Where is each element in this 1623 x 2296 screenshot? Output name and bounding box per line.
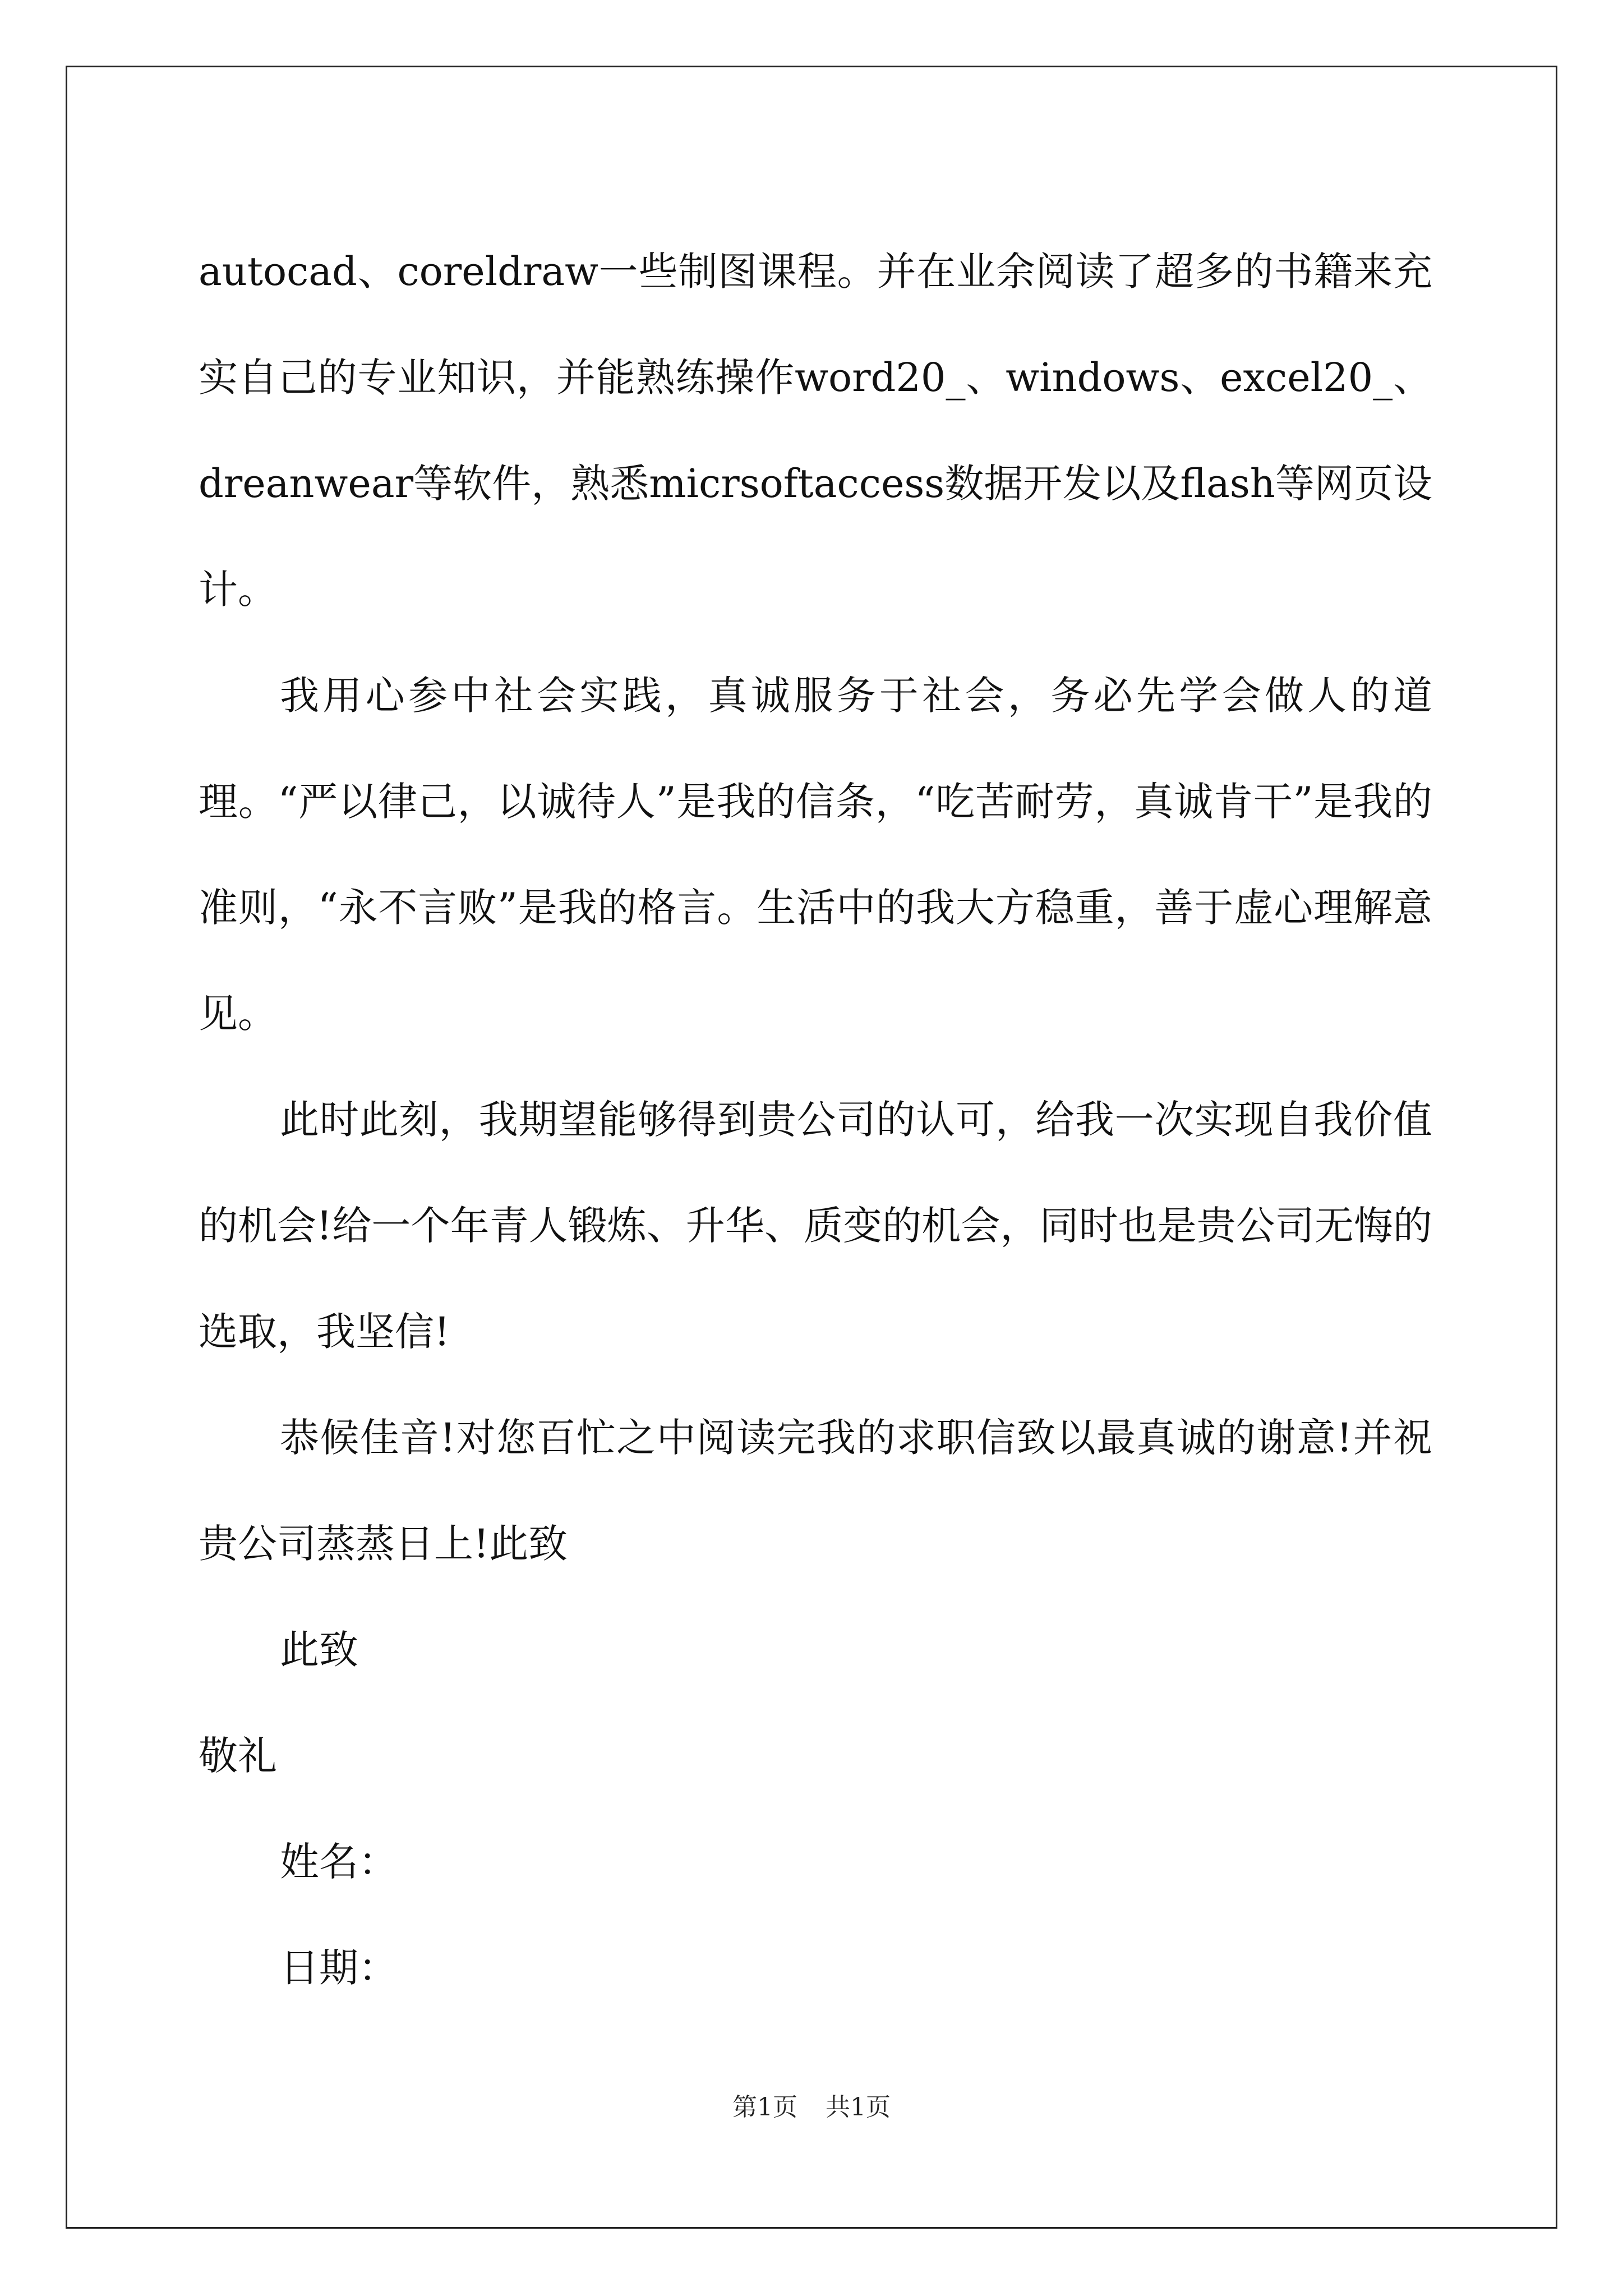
current-page-indicator: 第1页 — [732, 2093, 797, 2122]
salutation-line: 敬礼 — [199, 1733, 277, 1779]
closing-line: 此致 — [280, 1627, 358, 1673]
page-footer — [0, 2091, 1623, 2124]
document-body — [199, 219, 1432, 2021]
paragraph-opportunity: 此时此刻，我期望能够得到贵公司的认可，给我一次实现自我价值的机会!给一个年青人锻炼、升华、质变的机会，同时也是贵公司无悔的选取，我坚信! — [199, 1097, 1432, 1355]
paragraph-thanks: 恭候佳音!对您百忙之中阅读完我的求职信致以最真诚的谢意!并祝贵公司蒸蒸日上!此致 — [199, 1415, 1432, 1567]
name-field-label: 姓名： — [280, 1839, 398, 1885]
paragraph-social-practice: 我用心参中社会实践，真诚服务于社会，务必先学会做人的道理。“严以律己，以诚待人”是我的信条，“吃苦耐劳，真诚肯干”是我的准则，“永不言败”是我的格言。生活中的我大方稳重，善于虚心理解意见。 — [199, 673, 1432, 1037]
total-pages-indicator: 共1页 — [826, 2093, 891, 2122]
paragraph-skills: autocad、coreldraw一些制图课程。并在业余阅读了超多的书籍来充实自己的专业知识，并能熟练操作word20_、windows、excel20_、dreanwear等软件，熟悉micrsoftaccess数据开发以及flash等网页设计。 — [199, 249, 1432, 613]
date-field-label: 日期： — [280, 1945, 398, 1991]
